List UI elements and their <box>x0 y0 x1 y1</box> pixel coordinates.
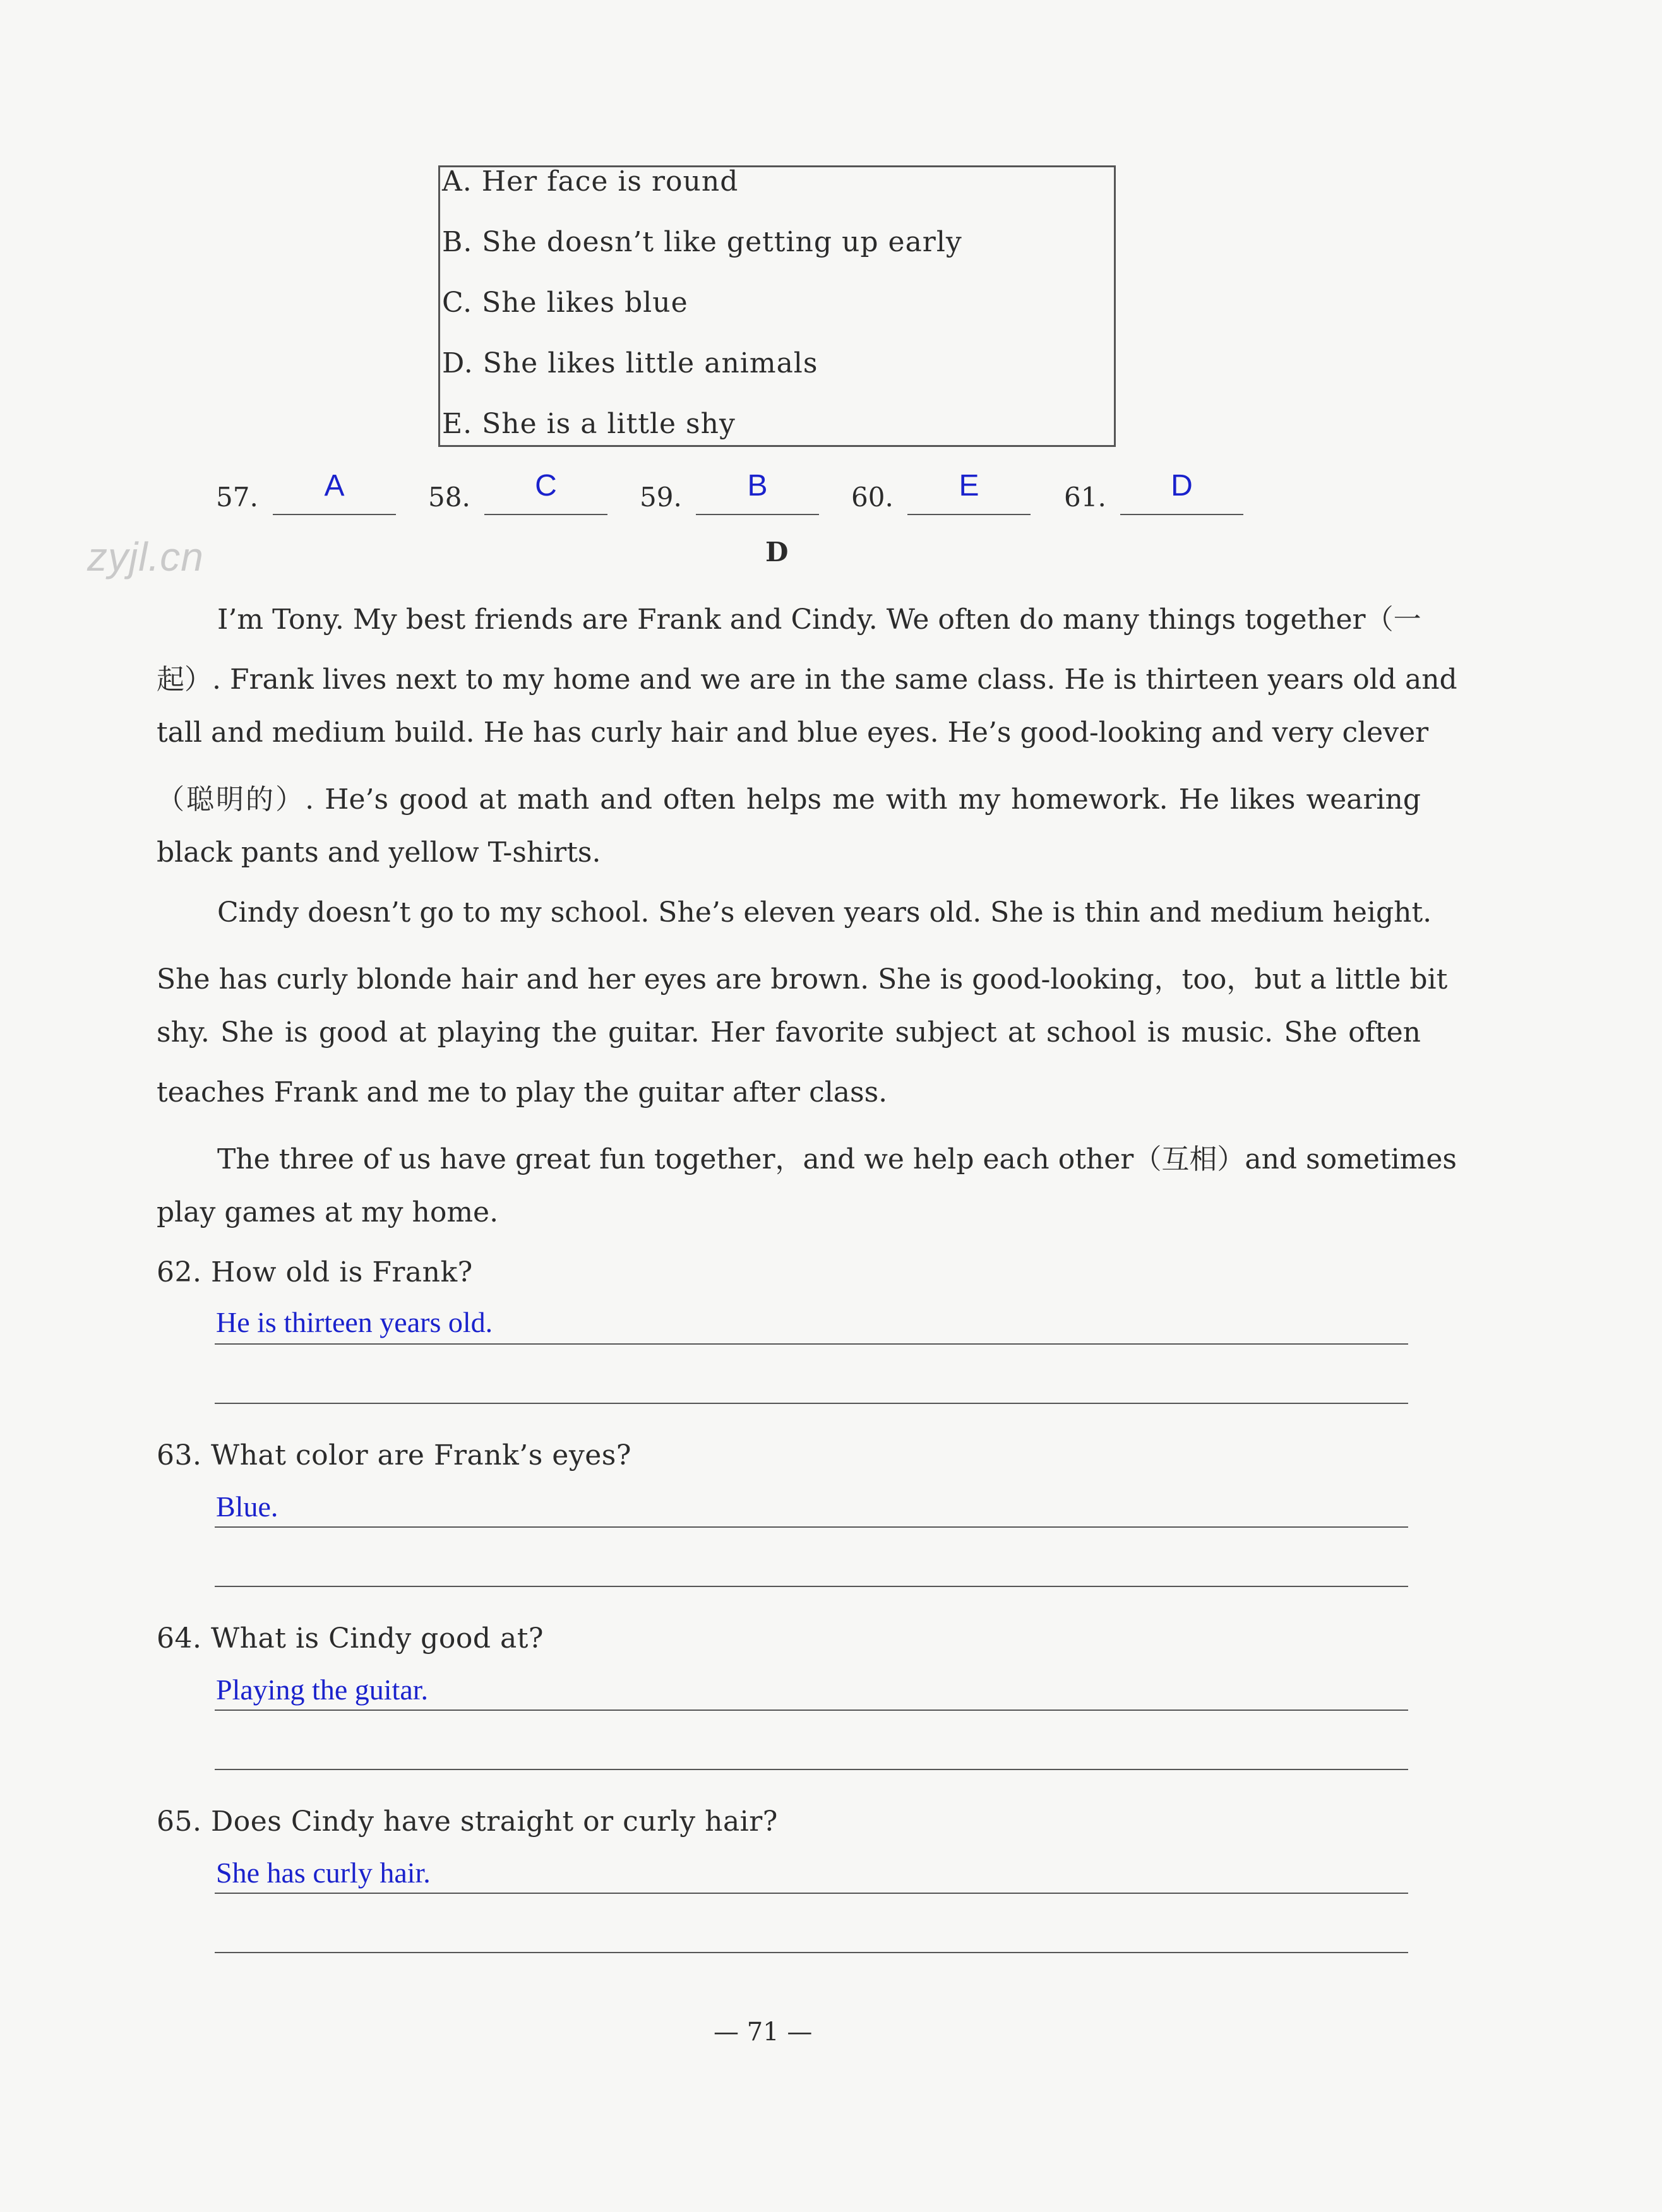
answer-blank[interactable] <box>907 514 1031 515</box>
passage-line: shy. She is good at playing the guitar. Her favorite subject at school is music. She often <box>157 1016 1421 1049</box>
answer-letter: A <box>324 469 345 502</box>
answer-64: Playing the guitar. <box>216 1674 429 1706</box>
answer-line[interactable] <box>215 1893 1408 1894</box>
answer-63: Blue. <box>216 1490 278 1523</box>
passage-line: play games at my home. <box>157 1196 499 1228</box>
answer-line[interactable] <box>215 1343 1408 1345</box>
section-title: D <box>765 537 789 568</box>
question-64 <box>157 1622 544 1655</box>
option-e: E. She is a little shy <box>442 408 736 440</box>
passage-line: Cindy doesn’t go to my school. She’s eleven years old. She is thin and medium height. <box>217 896 1432 929</box>
answer-line[interactable] <box>215 1769 1408 1770</box>
question-number: 62. <box>157 1256 202 1288</box>
answer-line[interactable] <box>215 1526 1408 1528</box>
passage-line: tall and medium build. He has curly hair and blue eyes. He’s good-looking and very clever <box>157 717 1429 749</box>
option-c: C. She likes blue <box>442 287 688 319</box>
answer-line[interactable] <box>215 1403 1408 1404</box>
answer-blank[interactable] <box>273 514 396 515</box>
passage-line: She has curly blonde hair and her eyes are brown. She is good-looking，too，but a little bit <box>157 963 1448 996</box>
option-b: B. She doesn’t like getting up early <box>442 226 962 258</box>
question-65 <box>157 1805 778 1838</box>
blank-number: 60. <box>851 482 894 513</box>
answer-letter: C <box>535 469 557 502</box>
passage-line: （聪明的）. He’s good at math and often helps me with my homework. He likes wearing <box>157 783 1421 816</box>
passage-line: The three of us have great fun together，and we help each other（互相）and sometimes <box>217 1143 1457 1175</box>
watermark-logo: zyjl.cn <box>87 534 204 580</box>
answer-letter: B <box>747 469 768 502</box>
question-62 <box>157 1256 473 1288</box>
question-number: 64. <box>157 1622 202 1655</box>
option-a: A. Her face is round <box>442 165 739 198</box>
answer-65: She has curly hair. <box>216 1857 431 1889</box>
answer-line[interactable] <box>215 1952 1408 1953</box>
question-63 <box>157 1439 631 1472</box>
answer-letter: D <box>1171 469 1193 502</box>
blank-number: 61. <box>1064 482 1106 513</box>
question-number: 65. <box>157 1805 202 1838</box>
passage-line: 起）. Frank lives next to my home and we are in the same class. He is thirteen years old and <box>157 663 1457 696</box>
answer-blank[interactable] <box>1120 514 1243 515</box>
question-number: 63. <box>157 1439 202 1472</box>
answer-line[interactable] <box>215 1710 1408 1711</box>
option-d: D. She likes little animals <box>442 347 818 379</box>
question-text: How old is Frank? <box>210 1256 473 1288</box>
answer-blank[interactable] <box>696 514 819 515</box>
passage-line: teaches Frank and me to play the guitar after class. <box>157 1076 888 1109</box>
answer-blank[interactable] <box>484 514 607 515</box>
blank-number: 58. <box>428 482 470 513</box>
blank-number: 57. <box>216 482 258 513</box>
question-text: What color are Frank’s eyes? <box>210 1439 631 1472</box>
answer-letter: E <box>959 469 979 502</box>
answer-line[interactable] <box>215 1586 1408 1587</box>
passage-line: black pants and yellow T-shirts. <box>157 836 601 869</box>
page-number: — 71 — <box>714 2018 813 2047</box>
passage-line: I’m Tony. My best friends are Frank and Cindy. We often do many things together（一 <box>217 604 1421 636</box>
question-text: What is Cindy good at? <box>210 1622 544 1655</box>
blank-number: 59. <box>640 482 682 513</box>
question-text: Does Cindy have straight or curly hair? <box>210 1805 778 1838</box>
answer-62: He is thirteen years old. <box>216 1306 493 1338</box>
